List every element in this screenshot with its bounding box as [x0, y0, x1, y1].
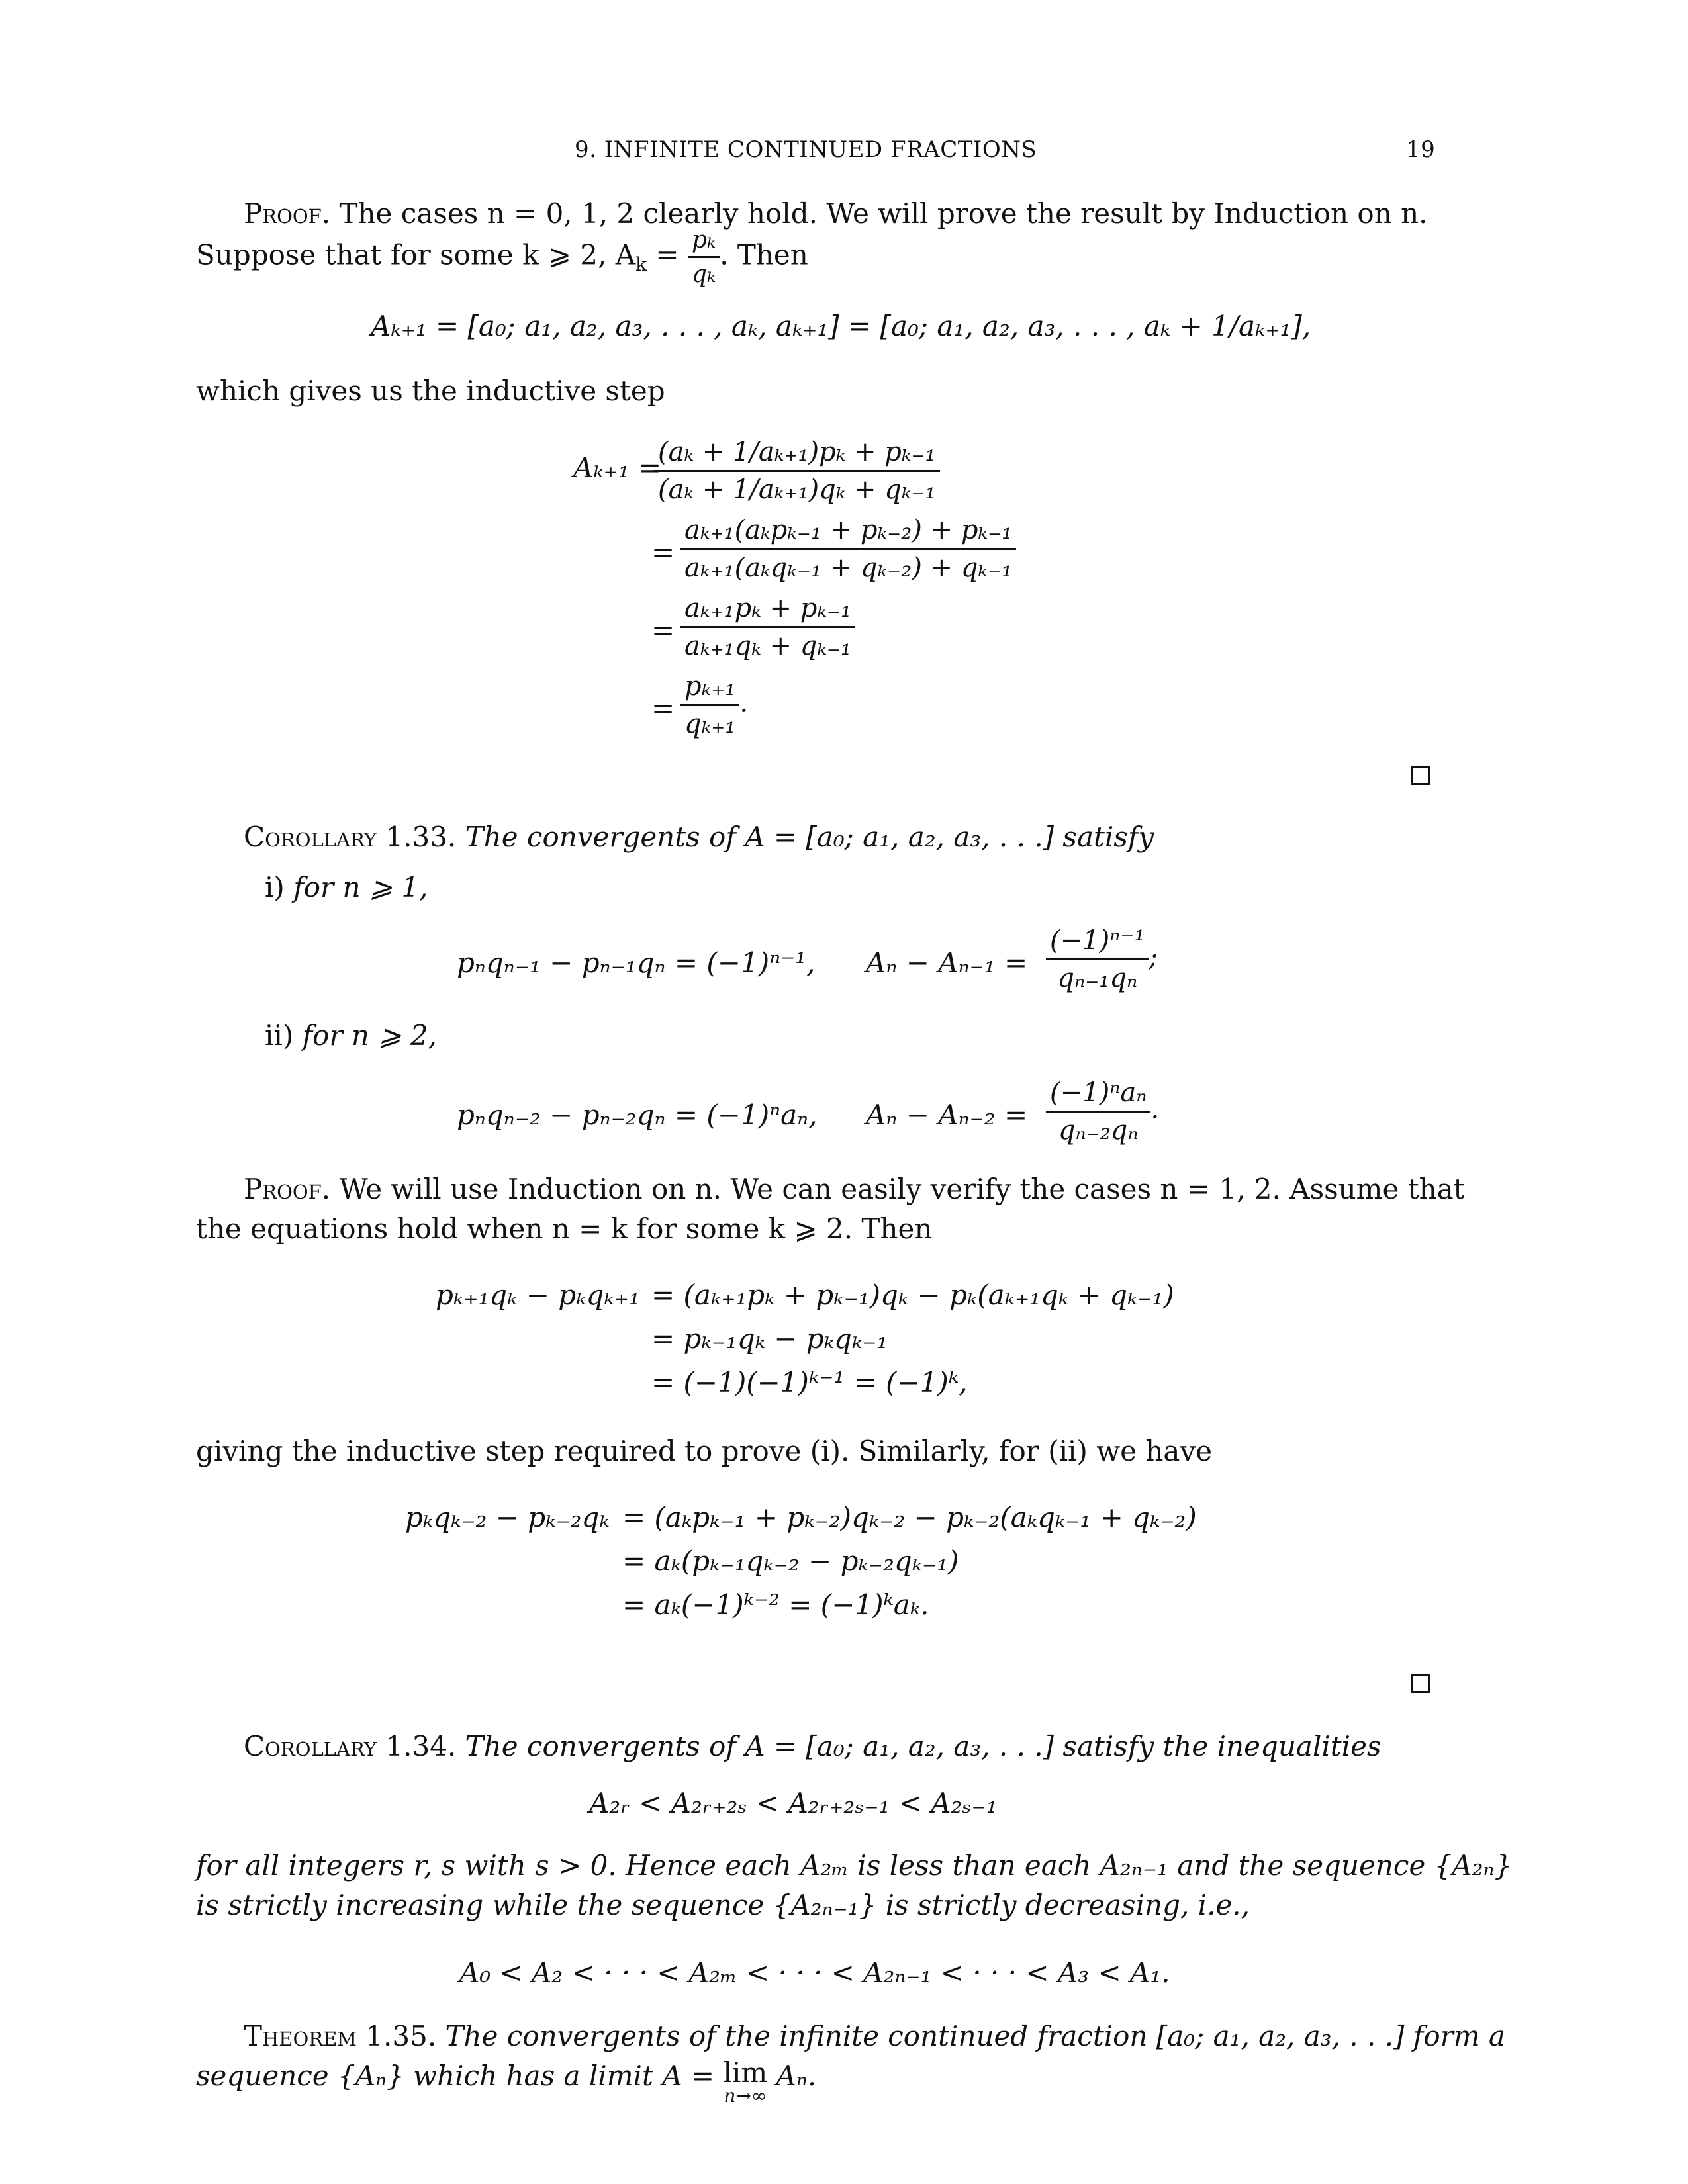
item-ii-equation-left: pₙqₙ₋₂ − pₙ₋₂qₙ = (−1)ⁿaₙ,	[457, 1099, 818, 1131]
proof-1-sub: k	[635, 253, 647, 275]
eq-sign-3: =	[651, 614, 675, 647]
fraction-numerator: pₖ	[688, 226, 720, 258]
proof-1-text-1: The cases n = 0, 1, 2 clearly hold. We will prove the result by Induction on n.	[339, 197, 1428, 230]
item-i-numerator: (−1)ⁿ⁻¹	[1046, 925, 1149, 960]
proof-label: Proof.	[244, 197, 331, 230]
equation-b-line-2: = aₖ(pₖ₋₁qₖ₋₂ − pₖ₋₂qₖ₋₁)	[622, 1545, 959, 1577]
corollary-1-34-label: Corollary 1.34.	[244, 1730, 457, 1762]
proof-1-eq: =	[647, 238, 688, 271]
corollary-1-34-line	[244, 1730, 1382, 1762]
equation-b-line-3: = aₖ(−1)ᵏ⁻² = (−1)ᵏaₖ.	[622, 1588, 929, 1621]
item-i-fraction	[1046, 925, 1158, 993]
step-3-numerator: aₖ₊₁pₖ + pₖ₋₁	[680, 593, 855, 628]
item-i-denominator: qₙ₋₁qₙ	[1057, 963, 1138, 993]
step-1-numerator: (aₖ + 1/aₖ₊₁)pₖ + pₖ₋₁	[654, 437, 940, 472]
theorem-1-35-label: Theorem 1.35.	[244, 2020, 437, 2052]
item-i-end: ;	[1149, 942, 1158, 973]
proof-2-line-2: the equations hold when n = k for some k ⩾ 2. Then	[196, 1212, 933, 1245]
equation-a-lhs: pₖ₊₁qₖ − pₖqₖ₊₁	[436, 1279, 640, 1311]
proof-2-line-1	[244, 1173, 1465, 1205]
theorem-1-35-line-2	[196, 2056, 817, 2107]
corollary-1-34-text-2: is strictly increasing while the sequence {A₂ₙ₋₁} is strictly decreasing, i.e.,	[196, 1889, 1250, 1921]
theorem-1-35-line	[244, 2020, 1505, 2052]
item-ii-equation-mid: Aₙ − Aₙ₋₂ =	[866, 1099, 1028, 1131]
item-ii-denominator: qₙ₋₂qₙ	[1058, 1115, 1139, 1146]
equation-a-line-3: = (−1)(−1)ᵏ⁻¹ = (−1)ᵏ,	[651, 1366, 968, 1398]
item-i-equation-mid: Aₙ − Aₙ₋₁ =	[866, 946, 1028, 979]
eq-sign-4: =	[651, 692, 675, 725]
proof-2-text-1: We will use Induction on n. We can easily verify the cases n = 1, 2. Assume that	[339, 1173, 1465, 1205]
step-3-denominator: aₖ₊₁qₖ + qₖ₋₁	[684, 631, 852, 661]
qed-box-1	[1411, 766, 1430, 785]
equation-b-line-1: = (aₖpₖ₋₁ + pₖ₋₂)qₖ₋₂ − pₖ₋₂(aₖqₖ₋₁ + qₖ₋₂)	[622, 1501, 1197, 1533]
step-2-denominator: aₖ₊₁(aₖqₖ₋₁ + qₖ₋₂) + qₖ₋₁	[684, 553, 1013, 583]
derivation-step-2	[680, 515, 1016, 583]
item-i-label: i)	[265, 871, 285, 903]
inequality-display: A₂ᵣ < A₂ᵣ₊₂ₛ < A₂ᵣ₊₂ₛ₋₁ < A₂ₛ₋₁	[589, 1787, 998, 1819]
equation-a-k-plus-1: Aₖ₊₁ = [a₀; a₁, a₂, a₃, . . . , aₖ, aₖ₊₁] = [a₀; a₁, a₂, a₃, . . . , aₖ + 1/aₖ₊₁],	[371, 310, 1311, 342]
inequality-chain: A₀ < A₂ < · · · < A₂ₘ < · · · < A₂ₙ₋₁ < · · · < A₃ < A₁.	[459, 1956, 1170, 1989]
item-i-condition: for n ⩾ 1,	[293, 871, 428, 903]
step-4-numerator: pₖ₊₁	[680, 671, 739, 706]
item-ii-condition: for n ⩾ 2,	[302, 1019, 437, 1052]
item-ii-numerator: (−1)ⁿaₙ	[1046, 1077, 1150, 1113]
corollary-1-34-text-1: for all integers r, s with s > 0. Hence each A₂ₘ is less than each A₂ₙ₋₁ and the sequence {A₂ₙ}	[196, 1849, 1513, 1882]
step-2-numerator: aₖ₊₁(aₖpₖ₋₁ + pₖ₋₂) + pₖ₋₁	[680, 515, 1016, 550]
derivation-step-3	[680, 593, 855, 661]
item-i-equation-left: pₙqₙ₋₁ − pₙ₋₁qₙ = (−1)ⁿ⁻¹,	[457, 946, 816, 979]
item-ii-line	[265, 1019, 437, 1052]
derivation-step-1	[654, 437, 940, 505]
item-i-line	[265, 871, 428, 903]
theorem-1-35-text-3: Aₙ.	[776, 2060, 817, 2092]
equation-a-line-1: = (aₖ₊₁pₖ + pₖ₋₁)qₖ − pₖ(aₖ₊₁qₖ + qₖ₋₁)	[651, 1279, 1174, 1311]
item-ii-end: .	[1150, 1094, 1160, 1125]
limit-operator	[723, 2056, 768, 2107]
derivation-lhs: Aₖ₊₁ =	[573, 451, 662, 484]
corollary-1-33-statement: The convergents of A = [a₀; a₁, a₂, a₃, . . .] satisfy	[465, 821, 1154, 853]
proof-2-mid-text: giving the inductive step required to prove (i). Similarly, for (ii) we have	[196, 1435, 1213, 1467]
equation-b-lhs: pₖqₖ₋₂ − pₖ₋₂qₖ	[405, 1501, 610, 1533]
corollary-1-34-statement: The convergents of A = [a₀; a₁, a₂, a₃, . . .] satisfy the inequalities	[465, 1730, 1382, 1762]
step-1-denominator: (aₖ + 1/aₖ₊₁)qₖ + qₖ₋₁	[658, 475, 936, 505]
qed-box-2	[1411, 1674, 1430, 1693]
theorem-1-35-text-1: The convergents of the infinite continued fraction [a₀; a₁, a₂, a₃, . . .] form a	[445, 2020, 1505, 2052]
proof-1-line-2	[196, 226, 808, 288]
corollary-1-33-line	[244, 821, 1154, 853]
proof-2-label: Proof.	[244, 1173, 331, 1205]
eq-sign-2: =	[651, 536, 675, 569]
step-4-period: .	[739, 688, 749, 719]
lim-word: lim	[723, 2056, 768, 2089]
proof-1-line-1	[244, 197, 1428, 230]
item-ii-fraction	[1046, 1077, 1159, 1146]
fraction-denominator: qₖ	[691, 261, 716, 288]
lim-subscript: n→∞	[724, 2085, 767, 2107]
proof-1-text-2b: . Then	[720, 238, 808, 271]
page-number: 19	[1406, 136, 1436, 163]
pk-over-qk-fraction	[688, 226, 720, 288]
derivation-step-4	[680, 671, 748, 739]
proof-1-inductive-text: which gives us the inductive step	[196, 375, 665, 407]
item-ii-label: ii)	[265, 1019, 294, 1052]
step-4-denominator: qₖ₊₁	[684, 709, 736, 739]
proof-1-text-2a: Suppose that for some k ⩾ 2, A	[196, 238, 636, 271]
equation-a-line-2: = pₖ₋₁qₖ − pₖqₖ₋₁	[651, 1322, 888, 1355]
running-header: 9. INFINITE CONTINUED FRACTIONS	[575, 136, 1037, 163]
corollary-1-33-label: Corollary 1.33.	[244, 821, 457, 853]
theorem-1-35-text-2: sequence {Aₙ} which has a limit A =	[196, 2060, 715, 2092]
